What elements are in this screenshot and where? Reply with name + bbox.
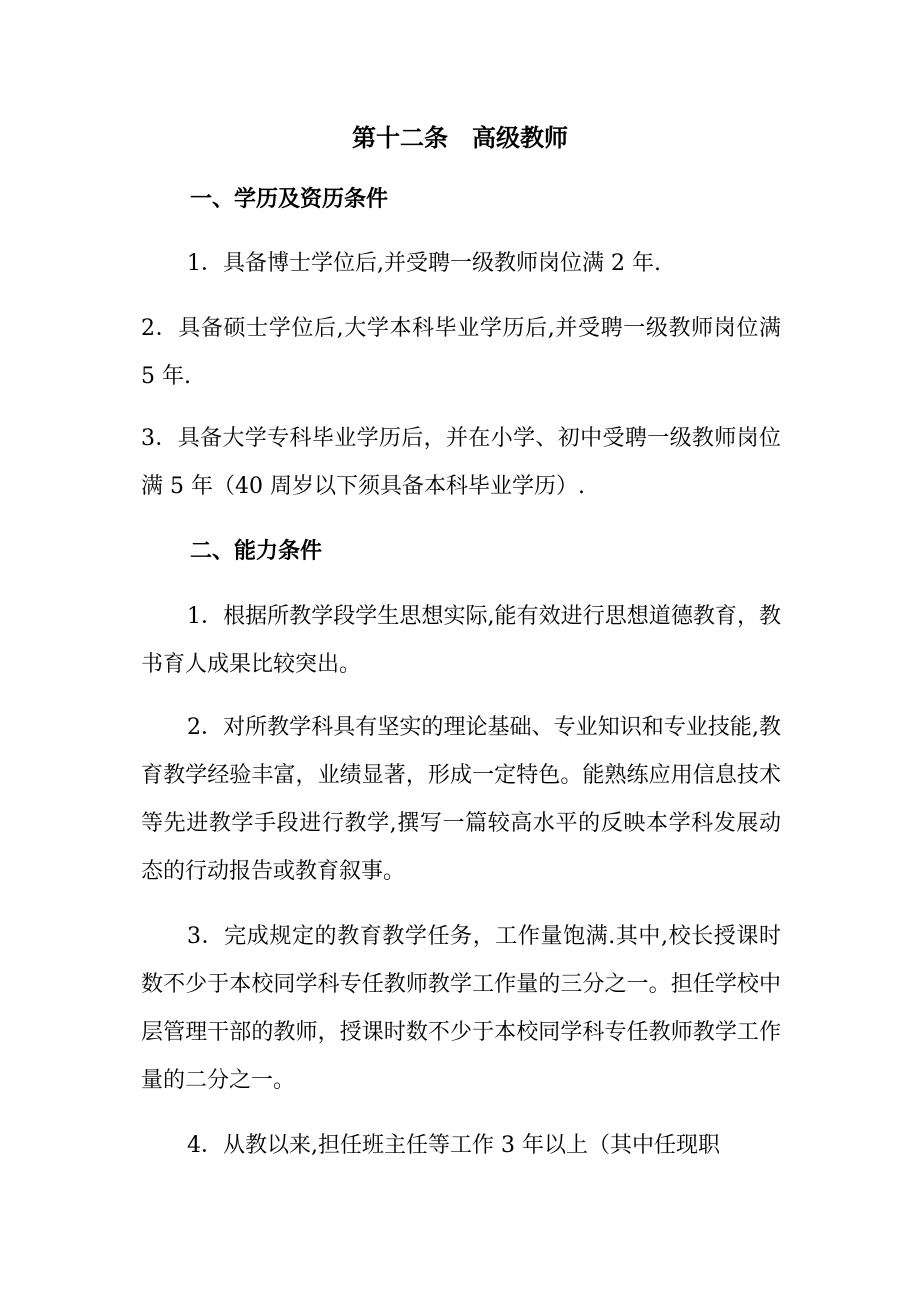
paragraph-ability-4: 4．从教以来,担任班主任等工作 3 年以上（其中任现职 (187, 1133, 720, 1158)
paragraph-ability-3: 3．完成规定的教育教学任务，工作量饱满.其中,校长授课时数不少于本校同学科专任教师教学工作量的三分之一。担任学校中层管理干部的教师，授课时数不少于本校同学科专任教师教学工作量的二分之一。 (141, 924, 781, 1093)
article-title: 第十二条 高级教师 (352, 124, 568, 152)
section-heading-qualifications: 一、学历及资历条件 (190, 187, 389, 212)
paragraph-qualification-1: 1．具备博士学位后,并受聘一级教师岗位满 2 年. (187, 251, 661, 276)
paragraph-ability-2: 2．对所教学科具有坚实的理论基础、专业知识和专业技能,教育教学经验丰富，业绩显著，形成一定特色。能熟练应用信息技术等先进教学手段进行教学,撰写一篇较高水平的反映本学科发展动态的行动报告或教育叙事。 (141, 715, 781, 884)
paragraph-ability-1: 1．根据所教学段学生思想实际,能有效进行思想道德教育，教书育人成果比较突出。 (141, 604, 781, 677)
paragraph-qualification-2: 2．具备硕士学位后,大学本科毕业学历后,并受聘一级教师岗位满 5 年. (141, 316, 781, 389)
paragraph-qualification-3: 3．具备大学专科毕业学历后，并在小学、初中受聘一级教师岗位满 5 年（40 周岁以下须具备本科毕业学历）. (141, 426, 781, 499)
section-heading-abilities: 二、能力条件 (190, 539, 323, 564)
